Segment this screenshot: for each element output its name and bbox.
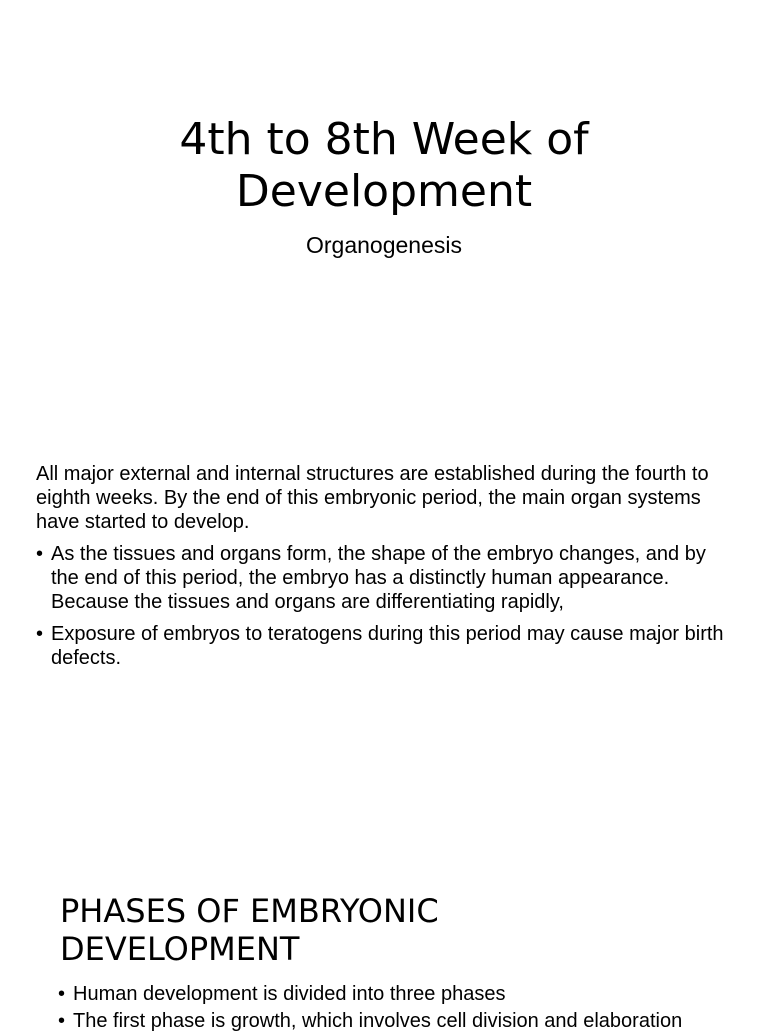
- list-item-text: Exposure of embryos to teratogens during this period may cause major birth defects.: [51, 623, 724, 669]
- slide-title: [0, 114, 768, 218]
- slide-title-line-1: 4th to 8th Week of: [179, 114, 589, 165]
- intro-paragraph: All major external and internal structures are established during the fourth to eighth weeks. By the end of this embryonic period, the main organ systems have started to develop.: [36, 463, 709, 533]
- bullet-icon: •: [36, 543, 44, 565]
- list-item: [36, 542, 736, 614]
- content-slide: [0, 455, 768, 715]
- content-bullet-list: [36, 542, 736, 670]
- bullet-icon: •: [36, 623, 44, 645]
- bullet-icon: •: [58, 1010, 66, 1032]
- list-item: [58, 1009, 758, 1033]
- list-item-text: The first phase is growth, which involves cell division and elaboration: [73, 1010, 683, 1032]
- title-slide: [0, 0, 768, 300]
- content-text-block: [36, 462, 736, 678]
- phases-title: [60, 892, 720, 968]
- phases-title-line-2: DEVELOPMENT: [60, 930, 300, 968]
- phases-bullet-list: [58, 982, 758, 1036]
- phases-title-line-1: PHASES OF EMBRYONIC: [60, 892, 439, 930]
- list-item-text: Human development is divided into three phases: [73, 983, 506, 1005]
- phases-slide: [0, 880, 768, 1032]
- list-item-text: As the tissues and organs form, the shape of the embryo changes, and by the end of this period, the embryo has a distinctly human appearance. Because the tissues and organs are differentiating rapidly,: [51, 543, 706, 613]
- slide-title-line-2: Development: [235, 166, 533, 217]
- slide-subtitle: Organogenesis: [306, 232, 462, 258]
- list-item: [36, 622, 736, 670]
- bullet-icon: •: [58, 983, 66, 1005]
- list-item: [58, 982, 758, 1006]
